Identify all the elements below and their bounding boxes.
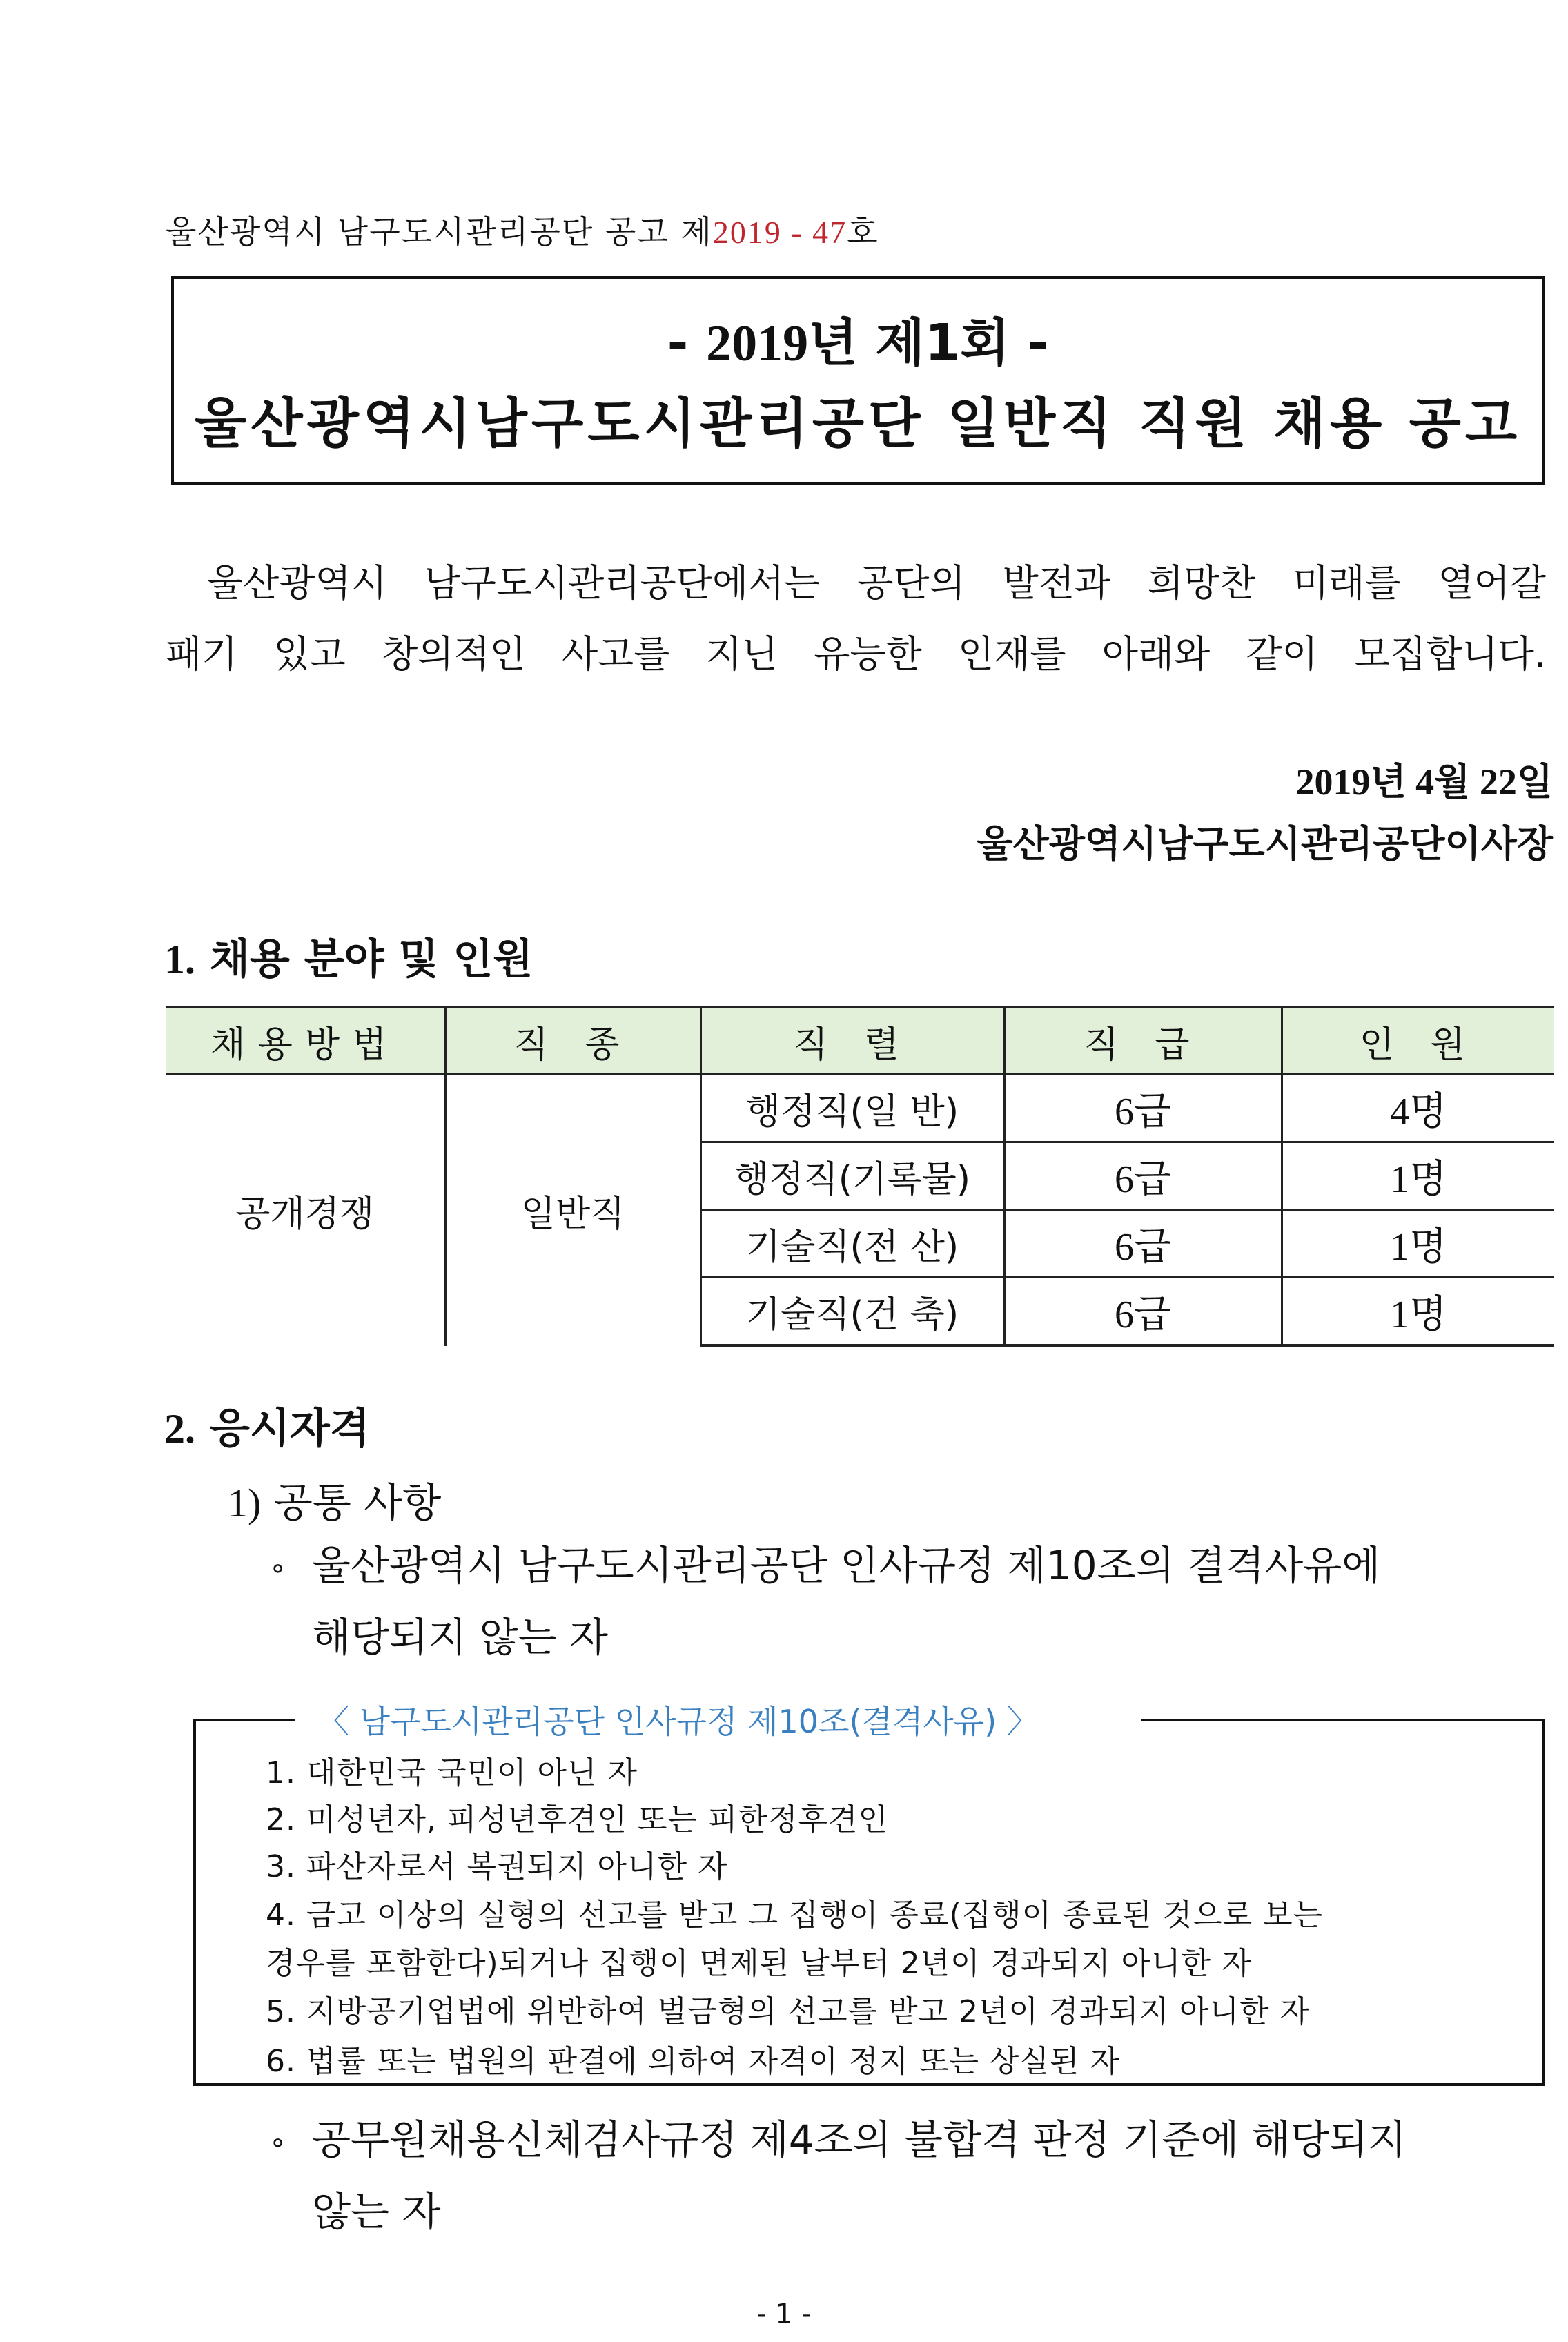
cell-grade: 6급 <box>1004 1075 1282 1142</box>
section-1-title: 채용 분야 및 인원 <box>209 935 533 984</box>
intro-line-2: 패기 있고 창의적인 사고를 지닌 유능한 인재를 아래와 같이 모집합니다. <box>166 632 1546 676</box>
subsection-common <box>228 1470 441 1528</box>
page-number: - 1 - <box>756 2299 812 2330</box>
cell-grade: 6급 <box>1004 1210 1282 1278</box>
recruitment-table <box>166 1006 1554 1347</box>
cell-count: 1명 <box>1282 1278 1554 1346</box>
bullet-symbol: ∘ <box>269 1552 287 1584</box>
section-2-number: 2. <box>164 1406 195 1452</box>
qualification-bullet-1 <box>269 1531 1553 1672</box>
cell-method: 공개경쟁 <box>166 1075 445 1346</box>
table-header-row <box>166 1008 1554 1075</box>
section-1-number: 1. <box>164 937 195 982</box>
bullet-2-line-2: 않는 자 <box>312 2187 441 2235</box>
title-box <box>171 276 1545 485</box>
subsection-title: 공통 사항 <box>273 1479 442 1526</box>
cell-count: 4명 <box>1282 1075 1554 1142</box>
title-line1-pre: - <box>667 313 707 373</box>
section-1-heading <box>164 926 533 986</box>
notice-number: 2019 - 47 <box>712 215 847 250</box>
cell-series: 행정직(일 반) <box>700 1075 1004 1142</box>
notice-suffix: 호 <box>847 213 879 251</box>
bullet-1-line-1: 울산광역시 남구도시관리공단 인사규정 제10조의 결격사유에 <box>312 1542 1381 1589</box>
notice-number-line <box>166 207 879 253</box>
cell-series: 행정직(기록물) <box>700 1142 1004 1210</box>
intro-line-1: 울산광역시 남구도시관리공단에서는 공단의 발전과 희망찬 미래를 열어갈 <box>207 561 1546 605</box>
section-2-heading <box>164 1396 370 1455</box>
issuer-name: 울산광역시남구도시관리공단이사장 <box>977 822 1553 866</box>
header-grade: 직 급 <box>1004 1008 1282 1075</box>
cell-job-type: 일반직 <box>445 1075 700 1346</box>
cell-grade: 6급 <box>1004 1142 1282 1210</box>
page-title: 울산광역시남구도시관리공단 일반직 직원 채용 공고 <box>194 393 1522 455</box>
bullet-symbol: ∘ <box>269 2126 287 2158</box>
cell-series: 기술직(건 축) <box>700 1278 1004 1346</box>
rule-item: 2. 미성년자, 피성년후견인 또는 피한정후견인 <box>266 1802 888 1837</box>
announcement-date: 2019년 4월 22일 <box>1295 761 1553 803</box>
rule-item: 3. 파산자로서 복권되지 아니한 자 <box>266 1849 728 1884</box>
rule-item: 6. 법률 또는 법원의 판결에 의하여 자격이 정지 또는 상실된 자 <box>266 2044 1120 2079</box>
cell-count: 1명 <box>1282 1210 1554 1278</box>
rule-box-title: 〈 남구도시관리공단 인사규정 제10조(결격사유) 〉 <box>317 1703 1039 1740</box>
section-2-title: 응시자격 <box>209 1405 370 1453</box>
header-job-type: 직 종 <box>445 1008 700 1075</box>
title-year: 2019 <box>706 315 809 372</box>
title-line1-post: 년 제1회 - <box>808 313 1049 373</box>
rule-item: 1. 대한민국 국민이 아닌 자 <box>266 1755 638 1790</box>
rule-item: 4. 금고 이상의 실형의 선고를 받고 그 집행이 종료(집행이 종료된 것으로 보는 <box>266 1897 1324 1933</box>
bullet-1-line-2: 해당되지 않는 자 <box>312 1613 609 1661</box>
header-count: 인 원 <box>1282 1008 1554 1075</box>
header-series: 직 렬 <box>700 1008 1004 1075</box>
table-row <box>166 1075 1554 1142</box>
header-method: 채용방법 <box>166 1008 445 1075</box>
notice-prefix: 울산광역시 남구도시관리공단 공고 제 <box>166 213 713 251</box>
subsection-number: 1) <box>228 1481 262 1525</box>
bullet-2-line-1: 공무원채용신체검사규정 제4조의 불합격 판정 기준에 해당되지 <box>312 2116 1407 2163</box>
cell-grade: 6급 <box>1004 1278 1282 1346</box>
cell-count: 1명 <box>1282 1142 1554 1210</box>
cell-series: 기술직(전 산) <box>700 1210 1004 1278</box>
rule-item: 5. 지방공기업법에 위반하여 벌금형의 선고를 받고 2년이 경과되지 아니한 자 <box>266 1994 1310 2029</box>
qualification-bullet-2 <box>269 2105 1553 2246</box>
title-line1 <box>174 312 1542 375</box>
rule-item: 경우를 포함한다)되거나 집행이 면제된 날부터 2년이 경과되지 아니한 자 <box>266 1946 1252 1981</box>
